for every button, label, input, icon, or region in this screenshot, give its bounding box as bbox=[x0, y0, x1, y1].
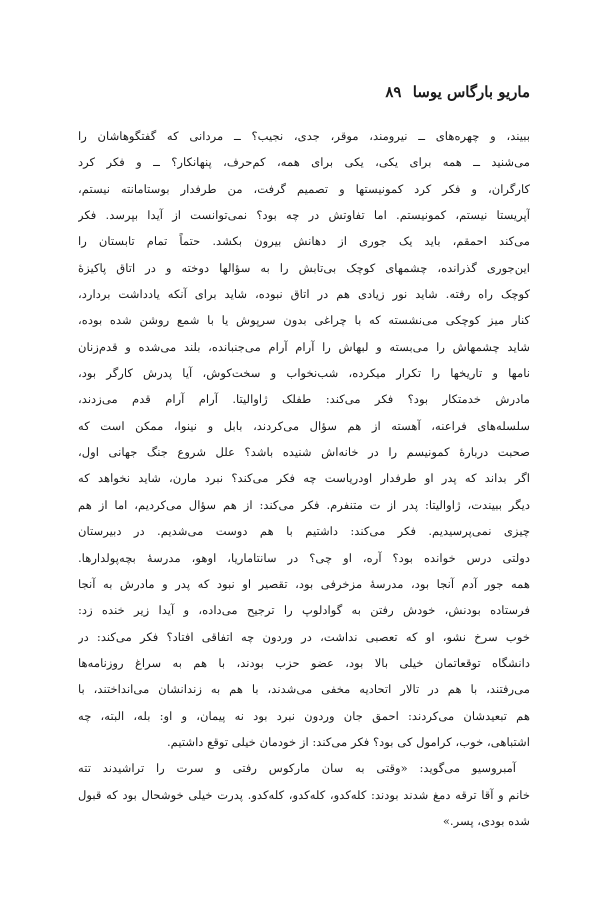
text-line: آمبروسیو می‌گوید: «وقتی به سان مارکوس رفتی و سرت را تراشیدند تته bbox=[78, 761, 516, 776]
text-line: دولتی درس خوانده بود؟ آره، او چی؟ در سانتاماریا، اوهو، مدرسهٔ بچه‌پولدارها. bbox=[78, 550, 530, 565]
text-line: خوب سرخ نشو، او که تعصبی نداشت، در وردون چه اتفاقی افتاد؟ فکر می‌کند: در bbox=[78, 629, 530, 644]
text-line: اگر بداند که پدر او طرفدار اودریاست چه فکر می‌کند؟ نبرد مارن، شاید نخواهد که bbox=[78, 471, 530, 486]
text-line: اشتباهی، خوب، کرامول کی بود؟ فکر می‌کند: از خودمان خیلی توقع داشتیم. bbox=[166, 734, 530, 749]
text-line: سلسله‌های فراعنه، آهسته از هم سؤال می‌کردند، بابل و نینوا، ممکن است که bbox=[78, 418, 530, 433]
running-head bbox=[70, 82, 530, 102]
text-line: مادرش خدمتکار بود؟ فکر می‌کند: طفلک ژاوالیتا. آرام آرام قدم می‌زدند، bbox=[78, 392, 530, 407]
text-line: آپریستا نیستم، کمونیستم. اما تفاوتش در چه بود؟ نمی‌توانست از آیدا بپرسد. فکر bbox=[78, 208, 530, 223]
page-number: ۸۹ bbox=[385, 83, 402, 101]
text-line: ببیند، و چهره‌های ــ نیرومند، موقر، جدی، نجیب؟ ــ مردانی که گفتگوهاشان را bbox=[78, 129, 530, 143]
author-name: ماریو بارگاس یوسا bbox=[412, 83, 530, 101]
text-line: می‌کند احمقم، باید یک جوری از دهانش بیرون بکشد. حتماً تمام تابستان را bbox=[78, 234, 530, 249]
text-line: می‌رفتند، با هم در تالار اتحادیه مخفی می‌شدند، با هم به زندانشان می‌انداختند، با bbox=[78, 682, 530, 697]
text-line: می‌شنید ــ همه برای یکی، یکی برای همه، کم‌حرف، پنهانکار؟ ــ و فکر کرد bbox=[78, 155, 530, 170]
text-line: نامها و تاریخها را تکرار میکرده، شب‌نخواب و سخت‌کوش، آیا پدرش کارگر بود، bbox=[78, 366, 530, 381]
text-line: شاید چشمهاش را می‌بسته و لبهاش را آرام آرام می‌جنبانده، بلند می‌شده و قدم‌زنان bbox=[78, 339, 530, 354]
text-line: کنار میز کوچکی می‌نشسته که با چراغی بدون سرپوش یا با شمع روشن شده بوده، bbox=[78, 313, 530, 328]
text-line: کارگران، و فکر کرد کمونیستها و تصمیم گرفت، من طرفدار بوستامانته نیستم، bbox=[78, 181, 530, 196]
text-line: چیزی نمی‌پرسیدیم. فکر می‌کند: داشتیم با هم دوست می‌شدیم. در دبیرستان bbox=[78, 524, 530, 539]
text-line: خانم و آقا ترقه دمغ شدند بودند: کله‌کدو، کله‌کدو، کله‌کدو. پدرت خیلی خوشحال بود که قبول bbox=[78, 787, 530, 802]
text-line: دیگر ببیندت، ژاوالیتا: پدر از ت متنفرم. فکر می‌کند: از هم سؤال می‌کردیم، اما از هم bbox=[78, 497, 530, 512]
text-line: همه جور آدم آنجا بود، مدرسهٔ مزخرفی بود، تقصیر او نبود که پدر و مادرش به آنجا bbox=[78, 576, 530, 591]
text-line: هم تبعیدشان می‌کردند: احمق جان وردون نبرد بود نه پیمان، و او: بله، البته، چه bbox=[78, 708, 530, 723]
text-line: شده بودی، پسر.» bbox=[442, 813, 530, 828]
text-line: دانشگاه توقعاتمان خیلی بالا بود، عضو حزب بودند، با هم به سراغ روزنامه‌ها bbox=[78, 655, 530, 670]
text-line: فرستاده بودنش، خودش رفتن به گوادلوپ را ترجیح می‌داده، و آیدا زیر خنده زد: bbox=[78, 603, 530, 618]
text-line: صحبت دربارهٔ کمونیسم را در خانه‌اش شنیده باشد؟ علل شروع جنگ جهانی اول، bbox=[78, 445, 530, 460]
text-line: کوچک راه رفته. شاید نور زیادی هم در اتاق نبوده، شاید برای آنکه یادداشت بردارد، bbox=[78, 287, 530, 302]
text-line: این‌جوری گذرانده، چشمهای کوچک بی‌تابش را به سؤالها دوخته و در اتاق پاکیزهٔ bbox=[78, 260, 530, 275]
body-text bbox=[78, 123, 530, 834]
